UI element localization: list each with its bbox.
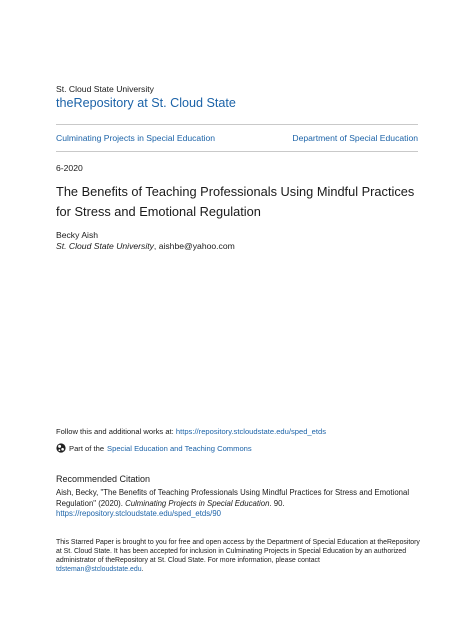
part-of-line	[56, 443, 252, 453]
author-email: , aishbe@yahoo.com	[153, 241, 235, 251]
publication-date: 6-2020	[56, 163, 83, 173]
repository-link[interactable]: theRepository at St. Cloud State	[56, 96, 236, 110]
follow-url-link[interactable]: https://repository.stcloudstate.edu/sped_etds	[175, 427, 327, 436]
paper-title: The Benefits of Teaching Professionals Using Mindful Practices for Stress and Emotional Regulation	[56, 184, 415, 219]
collection-link[interactable]: Culminating Projects in Special Education	[56, 133, 216, 143]
part-prefix: Part of the	[69, 443, 105, 453]
citation-url-link[interactable]: https://repository.stcloudstate.edu/sped_etds/90	[56, 509, 221, 518]
affiliation-name: St. Cloud State University	[56, 241, 154, 251]
commons-network-icon	[56, 443, 66, 453]
citation-heading: Recommended Citation	[56, 474, 151, 484]
notice-end: .	[141, 566, 144, 573]
commons-link[interactable]: Special Education and Teaching Commons	[107, 443, 252, 453]
citation-body: Aish, Becky, "The Benefits of Teaching Professionals Using Mindful Practices for Stress and Emotional Regulation" (2020).	[56, 488, 410, 508]
institution-name: St. Cloud State University	[56, 84, 154, 94]
department-link[interactable]: Department of Special Education	[292, 133, 418, 143]
citation-text	[56, 488, 426, 520]
author-name: Becky Aish	[56, 230, 99, 240]
follow-line	[56, 427, 326, 436]
bottom-divider	[56, 151, 418, 152]
citation-series: Culminating Projects in Special Education	[125, 498, 270, 508]
citation-number: . 90.	[269, 498, 285, 508]
notice-text: This Starred Paper is brought to you for free and open access by the Department of Special Education at theRepository at St. Cloud State. It has been accepted for inclusion in Culminating Projects in Special Education by an authorized administrator of theRepository at St. Cloud State. For more information, please contact	[56, 539, 420, 564]
author-affiliation	[56, 241, 235, 251]
follow-prefix: Follow this and additional works at:	[56, 427, 176, 436]
access-notice	[56, 538, 426, 574]
top-divider	[56, 124, 418, 125]
contact-email-link[interactable]: tdsteman@stcloudstate.edu	[56, 566, 142, 573]
